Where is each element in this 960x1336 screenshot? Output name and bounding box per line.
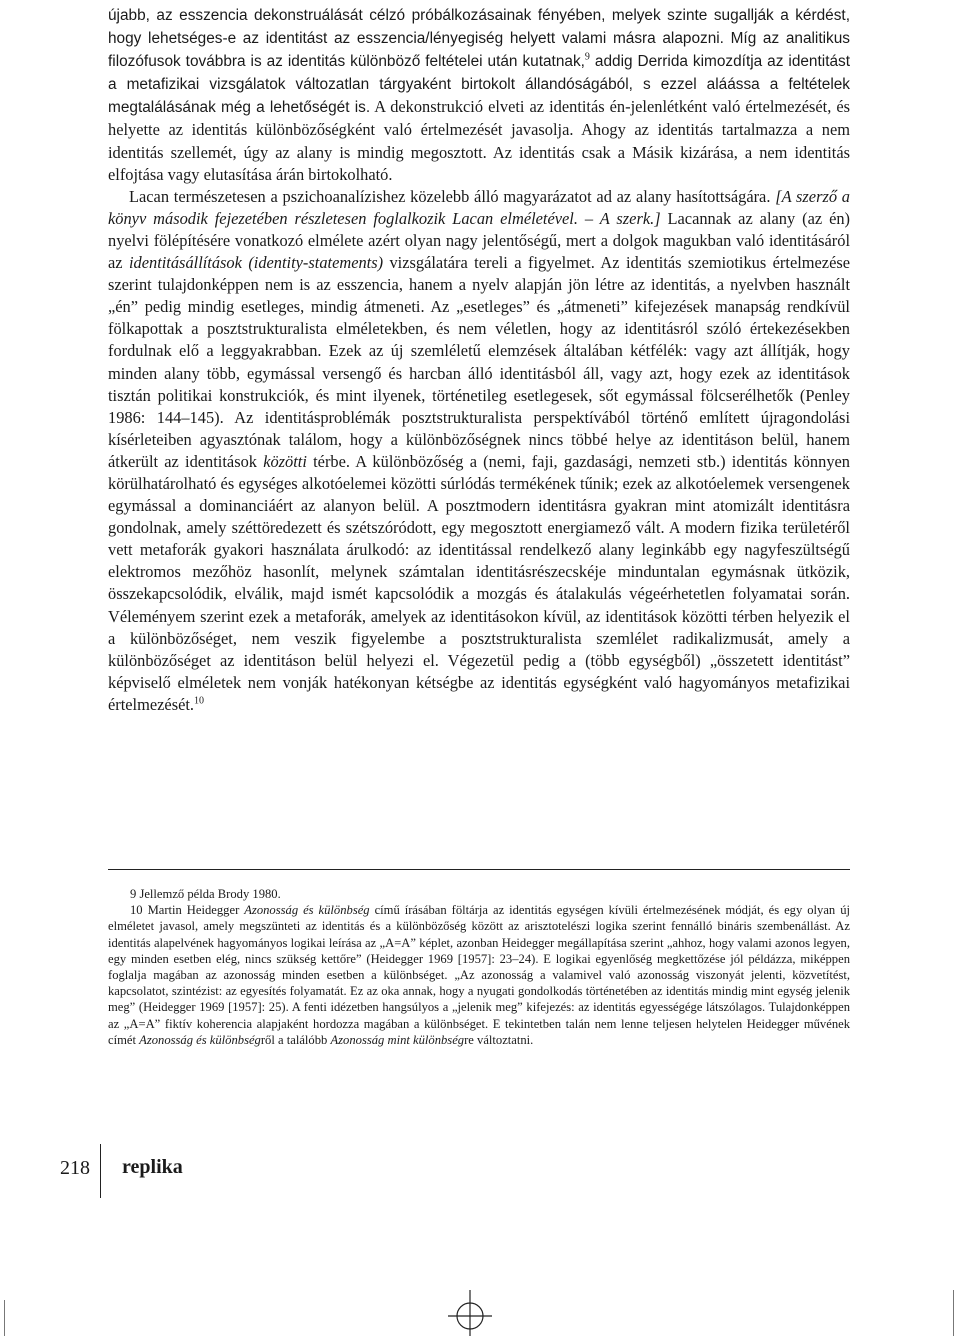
page-number: 218: [60, 1157, 90, 1179]
text-run: addig Derrida kimozdítja az identitást a metafizikai vizsgálatok változatlan tárgyaként birtokolt állandóságából, s ezzel aláássa a feltételek megtalálásának még a lehetőségét is.: [108, 53, 850, 117]
paragraph-1: [108, 4, 850, 186]
crop-mark-right: [953, 1290, 954, 1336]
text-run: újabb, az esszencia dekonstruálását célzó próbálkozásainak fényében, melyek szinte sugallják a kérdést, hogy lehetséges-e az identitást az esszencia/lényegiség helyett valami másra alapozni. Míg az analitikus filozófusok továbbra is az identitás különböző feltételei után kutatnak,: [108, 7, 850, 71]
registration-mark-icon: [448, 1290, 492, 1336]
editor-note: [A szerző a könyv második fejezetében részletesen foglalkozik Lacan elméletével. – A szerk.]: [108, 186, 850, 228]
footnotes: [108, 886, 850, 1048]
journal-title: replika: [122, 1156, 183, 1178]
body-text: [108, 4, 850, 716]
footnote-separator: [108, 869, 850, 870]
italic-title: Azonosság és különbség: [244, 903, 370, 918]
text-run: vizsgálatára tereli a figyelmet. Az identitás szemiotikus értelmezése szerint tulajdonképpen nem is az esszencia, hanem a nyelv alapján jön létre az identitás, a nyelvben használt „én” pedig mindig esetleges, mindig átmeneti. Az „esetleges” és „átmeneti” kifejezések manapság rendkívül fölkapottak a posztstrukturalista elméletekben, és nem véletlen, hogy az identitásról szóló értekezésekben fordulnak elő a leggyakrabban. Ezek az új szemléletű elemzések általában kétfélék: vagy azt állítják, hogy minden alany több, egymással versengő és harcban álló identitásból áll, vagy azt, hogy ezek az identitások tisztán politikai konstrukciók, és mint ilyenek, történetileg esetlegesek, sőt egymással fölcserélhetők (Penley 1986: 144–145). Az identitásproblémák posztstrukturalista perspektívából történő említett újragondolási kísérleteiben agyasztónak találom, hogy a különbözőségnek nincs többé helye az identitáson belül, hanem átkerült az identitások: [108, 253, 850, 471]
text-run: Lacannak az alany (az én) nyelvi fölépítésére vonatkozó elmélete azért olyan nagy jelentőségű, mert a dolgok magukban való identitásáról az: [108, 208, 850, 273]
text-run: Lacan természetesen a pszichoanalízishez közelebb álló magyarázatot ad az alany hasítottságára.: [129, 186, 776, 206]
footnote-ref-9[interactable]: 9: [584, 51, 590, 63]
text-run: című írásában föltárja az identitás egységen kívüli értelmezésének módját, és egy olyan új elméletet javasol, amely megszünteti az identitás és a különbözőség között az arisztotelészi logika szerint fennálló bináris szembenállást. Az identitás alapelvének hagyományos logikai leírása az „A=A” képlet, azonban Heidegger megállapítása szerint „ahhoz, hogy valami azonos legyen, egy minden esetben elég, nincs szükség kettőre” (Heidegger 1969 [1957]: 23–24). E logikai egyenlőség megkettőzése jól példázza, miképpen foglalja magában az azonosság minden esetben a különbséget. „Az azonosság a valamivel való azonosság viszonyát jelenti, közvetítést, kapcsolatot, szintézist: az egyesítés folyamatát. Ez az oka annak, hogy a nyugati gondolkodás történetében az identitás mindig mint egység jelenik meg” (Heidegger 1969 [1957]: 25). A fenti idézetben hangsúlyos a „jelenik meg” kifejezés: az identitás egyességége látszólagos. Tulajdonképpen az „A=A” fiktív koherencia alapjaként hordozza magában a különbséget. E tekintetben talán nem lenne teljesen helytelen Heidegger művének címét: [108, 903, 850, 1047]
text-run: 10 Martin Heidegger: [130, 903, 245, 918]
folio-divider: [100, 1144, 101, 1198]
text-run: ről a találóbb: [260, 1032, 331, 1047]
footnote-9: 9 Jellemző példa Brody 1980.: [130, 887, 281, 901]
article-body: [108, 4, 850, 716]
italic-word: közötti: [263, 451, 307, 471]
text-run: A dekonstrukció elveti az identitás én-jelenlétként való értelmezését, és helyette az identitás különbözőségként való értelmezését javasolja. Ahogy az identitás tartalmazza a nem identitás szellemét, úgy az alany is mindig megosztott. Az identitás csak a Másik kizárása, a nem identitás elfojtása vagy elutasítása árán birtokolható.: [108, 97, 850, 184]
text-run: térbe. A különbözőség a (nemi, faji, gazdasági, nemzeti stb.) identitás könnyen körülhatárolható és egységes alkotóelemei közötti súrlódás termékének tűnik; ezek az alkotóelemek versengenek egymással a dominanciáért az alanyon belül. A posztmodern identitásra gyakran mint atomizált identitásra gondolnak, amely széttöredezett és szétszóródott, egy megosztott energiamező vált. A modern fizika területéről vett metaforák gyakori használata árulkodó: az identitással rendelkező alany leginkább egy nagyfeszültségű elektromos mezőhöz hasonlít, melynek számtalan identitásrészecskéje minduntalan egymásnak ütközik, összekapcsolódik, elválik, majd ismét kapcsolódik a mozgás és átalakulás végeérhetetlen folyamatai során. Véleményem szerint ezek a metaforák, amelyek az identitásokon kívül, az identitások közötti térben helyezik el a különbözőséget, nem veszik figyelembe a posztstrukturalista szemlélet radikalizmusát, amely a különbözőséget az identitáson belül helyezi el. Végezetül pedig a (több egységből) „összetett identitást” képviselő elméletek nem vonják hatékonyan kétségbe az identitás egységként való hagyományos metafizikai értelmezését.: [108, 451, 850, 714]
footnote-10: [108, 902, 850, 1048]
italic-title: Azonosság mint különbség: [330, 1032, 465, 1047]
italic-title: Azonosság és különbség: [139, 1032, 261, 1047]
text-run: re változtatni.: [464, 1032, 534, 1047]
footnote-ref-10[interactable]: 10: [194, 695, 204, 707]
crop-mark-left: [4, 1300, 5, 1336]
paragraph-2: [108, 186, 850, 716]
italic-term: identitásállítások (identity-statements): [128, 253, 384, 273]
